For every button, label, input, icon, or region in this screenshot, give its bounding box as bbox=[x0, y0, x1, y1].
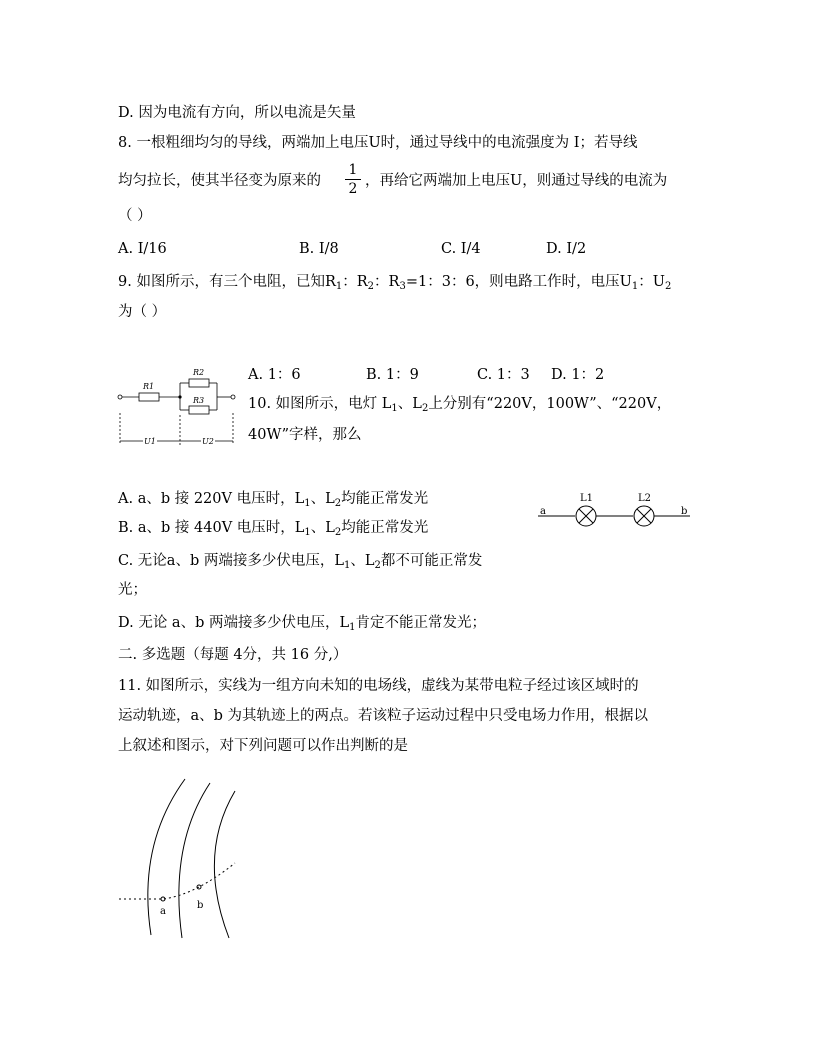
q10-option-b-sep: 、L bbox=[310, 520, 335, 536]
section-2-title: 二. 多选题（每题 4分，共 16 分,） bbox=[118, 647, 348, 663]
q8-stem-line2-post: ，再给它两端加上电压U，则通过导线的电流为 bbox=[365, 173, 668, 189]
q8-answer-paren: （ ） bbox=[118, 208, 152, 224]
r2-label: R2 bbox=[193, 368, 205, 377]
q9-option-d: D. 1：2 bbox=[551, 367, 605, 383]
q11-stem-line3: 上叙述和图示，对下列问题可以作出判断的是 bbox=[118, 738, 408, 754]
q10-option-a-sub2: 2 bbox=[334, 498, 342, 509]
q10-option-c-sep: 、L bbox=[350, 553, 375, 569]
q10-option-a bbox=[118, 489, 428, 514]
q9-stem-line1 bbox=[118, 272, 671, 297]
u2-label: U2 bbox=[202, 437, 214, 446]
q9-stem-line2: 为（ ） bbox=[118, 304, 167, 320]
q10-option-b-sub2: 2 bbox=[334, 527, 342, 538]
point-b-label: b bbox=[197, 900, 204, 911]
q8-option-a: A. I/16 bbox=[118, 241, 167, 257]
q9-circuit-diagram bbox=[115, 365, 240, 453]
q9-option-c: C. 1：3 bbox=[477, 367, 530, 383]
q11-stem-line2: 运动轨迹，a、b 为其轨迹上的两点。若该粒子运动过程中只受电场力作用，根据以 bbox=[118, 708, 649, 724]
q9-stem-colon1: ：R bbox=[342, 274, 368, 290]
q10-option-d bbox=[118, 613, 486, 638]
q10-option-a-sep: 、L bbox=[310, 491, 335, 507]
q9-sub-r1: 1 bbox=[335, 281, 343, 292]
q10-option-c-pre: C. 无论a、b 两端接多少伏电压，L bbox=[118, 553, 344, 569]
q10-option-a-pre: A. a、b 接 220V 电压时，L bbox=[118, 491, 305, 507]
u1-label: U1 bbox=[144, 437, 156, 446]
q8-fraction-numerator: 1 bbox=[348, 162, 358, 178]
q9-stem-colon3: ：U bbox=[638, 274, 665, 290]
q9-sub-u2: 2 bbox=[665, 281, 672, 292]
q8-option-b: B. I/8 bbox=[299, 241, 339, 257]
q10-stem-pre: 10. 如图所示，电灯 L bbox=[248, 396, 392, 412]
fraction-bar bbox=[345, 179, 361, 180]
q10-lamp-circuit bbox=[535, 490, 695, 530]
lamp-l2-label: L2 bbox=[638, 493, 652, 504]
terminal-b-label: b bbox=[681, 506, 688, 517]
trajectory-path bbox=[119, 863, 235, 899]
r3-label: R3 bbox=[193, 396, 205, 405]
q10-sub-l1: 1 bbox=[391, 403, 398, 414]
q8-stem-line2 bbox=[118, 171, 321, 191]
q10-option-c-sub1: 1 bbox=[343, 560, 351, 571]
field-line-2 bbox=[179, 783, 210, 938]
q8-fraction-denominator: 2 bbox=[348, 181, 358, 197]
q8-stem-line1: 8. 一根粗细均匀的导线，两端加上电压U时，通过导线中的电流强度为 I；若导线 bbox=[118, 135, 638, 151]
q7-option-d: D. 因为电流有方向，所以电流是矢量 bbox=[118, 105, 356, 121]
q10-option-d-pre: D. 无论 a、b 两端接多少伏电压，L bbox=[118, 615, 350, 631]
q10-option-b bbox=[118, 518, 428, 543]
q10-stem-sep: 、L bbox=[397, 396, 422, 412]
q10-option-b-sub1: 1 bbox=[304, 527, 311, 538]
q10-sub-l2: 2 bbox=[421, 403, 429, 414]
q9-stem-ratio: =1：3：6，则电路工作时，电压U bbox=[405, 274, 632, 290]
q11-field-lines-diagram bbox=[115, 775, 245, 945]
q9-sub-r2: 2 bbox=[367, 281, 375, 292]
q10-option-d-sub1: 1 bbox=[349, 622, 356, 633]
q9-stem-pre: 9. 如图所示，有三个电阻，已知R bbox=[118, 274, 336, 290]
q10-option-a-sub1: 1 bbox=[304, 498, 311, 509]
q8-option-d: D. I/2 bbox=[546, 241, 587, 257]
field-line-3 bbox=[214, 791, 235, 938]
q9-option-b: B. 1：9 bbox=[366, 367, 419, 383]
q9-stem-colon2: ：R bbox=[374, 274, 400, 290]
r1-label: R1 bbox=[143, 382, 155, 391]
q10-option-c-sub2: 2 bbox=[374, 560, 381, 571]
q10-stem-post: 上分别有“220V，100W”、“220V， bbox=[428, 396, 672, 412]
q10-option-b-pre: B. a、b 接 440V 电压时，L bbox=[118, 520, 305, 536]
q10-option-a-post: 均能正常发光 bbox=[341, 491, 429, 507]
lamp-l1-label: L1 bbox=[580, 493, 594, 504]
q8-option-c: C. I/4 bbox=[441, 241, 481, 257]
q10-stem-line1 bbox=[248, 394, 671, 419]
point-a-label: a bbox=[160, 906, 166, 917]
terminal-a-label: a bbox=[540, 506, 546, 517]
q10-option-b-post: 均能正常发光 bbox=[341, 520, 429, 536]
point-b-marker bbox=[197, 885, 201, 889]
q8-fraction bbox=[345, 162, 361, 197]
q8-stem-line2-pre: 均匀拉长，使其半径变为原来的 bbox=[118, 173, 321, 189]
q10-option-c-line2: 光； bbox=[118, 582, 147, 598]
q11-stem-line1: 11. 如图所示，实线为一组方向未知的电场线，虚线为某带电粒子经过该区域时的 bbox=[118, 678, 639, 694]
q9-sub-r3: 3 bbox=[399, 281, 406, 292]
q9-sub-u1: 1 bbox=[631, 281, 639, 292]
q10-option-c bbox=[118, 551, 482, 576]
q10-stem-line2: 40W”字样，那么 bbox=[248, 427, 362, 443]
q10-option-d-post: 肯定不能正常发光； bbox=[355, 615, 486, 631]
q10-option-c-post: 都不可能正常发 bbox=[380, 553, 483, 569]
q9-option-a: A. 1：6 bbox=[248, 367, 301, 383]
